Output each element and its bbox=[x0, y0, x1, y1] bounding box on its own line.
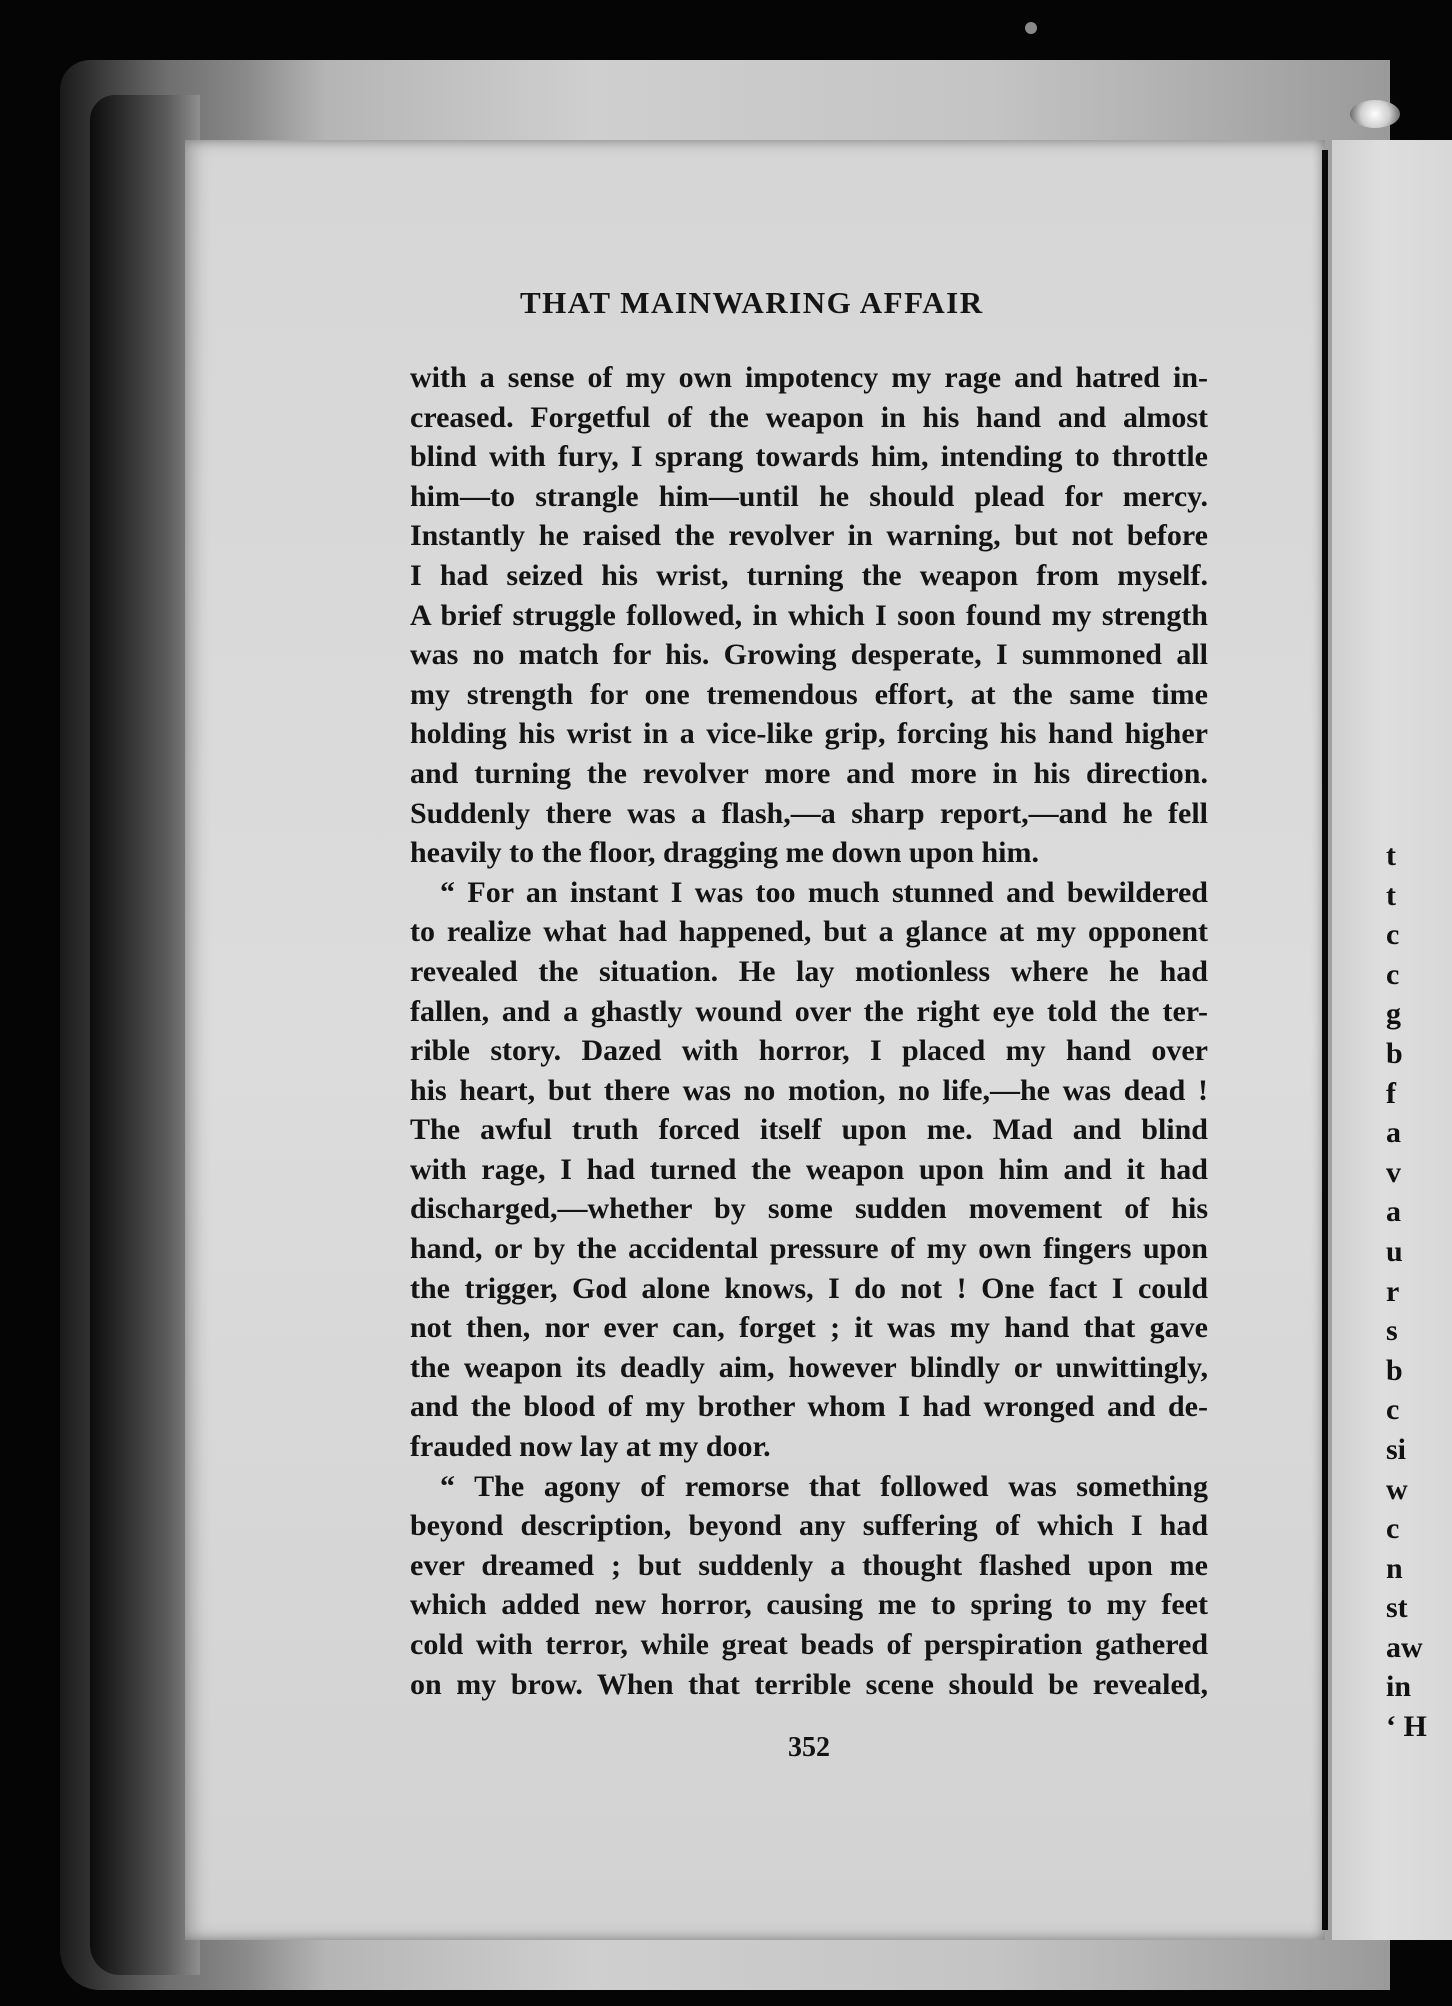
text-line: his heart, but there was no motion, no life,—he was dead ! bbox=[410, 1073, 1208, 1107]
text-line: the weapon its deadly aim, however blindly or unwittingly, bbox=[410, 1350, 1208, 1384]
text-line: “ For an instant I was too much stunned and bewildered bbox=[440, 875, 1208, 909]
text-line: Suddenly there was a flash,—a sharp report,—and he fell bbox=[410, 796, 1208, 830]
facing-page-text-fragments: t t c c g b f a v a u r s b c si w c n st aw in ‘ H bbox=[1386, 839, 1427, 1744]
text-line: and the blood of my brother whom I had wronged and de- bbox=[410, 1390, 1208, 1424]
text-line: fallen, and a ghastly wound over the right eye told the ter- bbox=[410, 994, 1208, 1028]
text-line: on my brow. When that terrible scene should be revealed, bbox=[410, 1667, 1208, 1701]
text-line: holding his wrist in a vice-like grip, forcing his hand higher bbox=[410, 717, 1208, 751]
text-line: him—to strangle him—until he should plead for mercy. bbox=[410, 479, 1208, 513]
page-gutter bbox=[1322, 150, 1328, 1930]
text-line: Instantly he raised the revolver in warning, but not before bbox=[410, 519, 1208, 553]
text-line: “ The agony of remorse that followed was something bbox=[440, 1469, 1208, 1503]
text-line: beyond description, beyond any suffering of which I had bbox=[410, 1509, 1208, 1543]
text-line: frauded now lay at my door. bbox=[410, 1430, 771, 1464]
text-line: with a sense of my own impotency my rage and hatred in- bbox=[410, 361, 1208, 394]
text-line: ever dreamed ; but suddenly a thought flashed upon me bbox=[410, 1548, 1208, 1582]
text-line: creased. Forgetful of the weapon in his hand and almost bbox=[410, 400, 1208, 434]
text-line: with rage, I had turned the weapon upon him and it had bbox=[410, 1152, 1208, 1186]
text-line: which added new horror, causing me to spring to my feet bbox=[410, 1588, 1208, 1622]
text-line: hand, or by the accidental pressure of my own fingers upon bbox=[410, 1232, 1208, 1266]
running-head-text: THAT MAINWARING AFFAIR bbox=[520, 285, 984, 320]
body-text bbox=[410, 358, 1208, 1704]
text-line: to realize what had happened, but a glance at my opponent bbox=[410, 915, 1208, 949]
speck bbox=[1025, 22, 1037, 34]
text-line: the trigger, God alone knows, I do not ! One fact I could bbox=[410, 1271, 1208, 1305]
clip-mark bbox=[1350, 100, 1400, 128]
book-binding-edge bbox=[90, 95, 200, 1975]
text-line: rible story. Dazed with horror, I placed my hand over bbox=[410, 1034, 1208, 1068]
page-number: 352 bbox=[788, 1732, 830, 1763]
text-line: The awful truth forced itself upon me. Mad and blind bbox=[410, 1113, 1208, 1147]
text-line: A brief struggle followed, in which I soon found my strength bbox=[410, 598, 1208, 632]
text-line: blind with fury, I sprang towards him, intending to throttle bbox=[410, 440, 1208, 474]
text-line: discharged,—whether by some sudden movement of his bbox=[410, 1192, 1208, 1226]
text-line: not then, nor ever can, forget ; it was my hand that gave bbox=[410, 1311, 1208, 1345]
text-line: revealed the situation. He lay motionless where he had bbox=[410, 954, 1208, 988]
text-line: my strength for one tremendous effort, at the same time bbox=[410, 677, 1208, 711]
text-line: was no match for his. Growing desperate, I summoned all bbox=[410, 638, 1208, 672]
text-line: I had seized his wrist, turning the weapon from myself. bbox=[410, 558, 1208, 592]
text-line: heavily to the floor, dragging me down upon him. bbox=[410, 836, 1039, 870]
text-line: and turning the revolver more and more in his direction. bbox=[410, 756, 1208, 790]
text-line: cold with terror, while great beads of perspiration gathered bbox=[410, 1628, 1208, 1661]
